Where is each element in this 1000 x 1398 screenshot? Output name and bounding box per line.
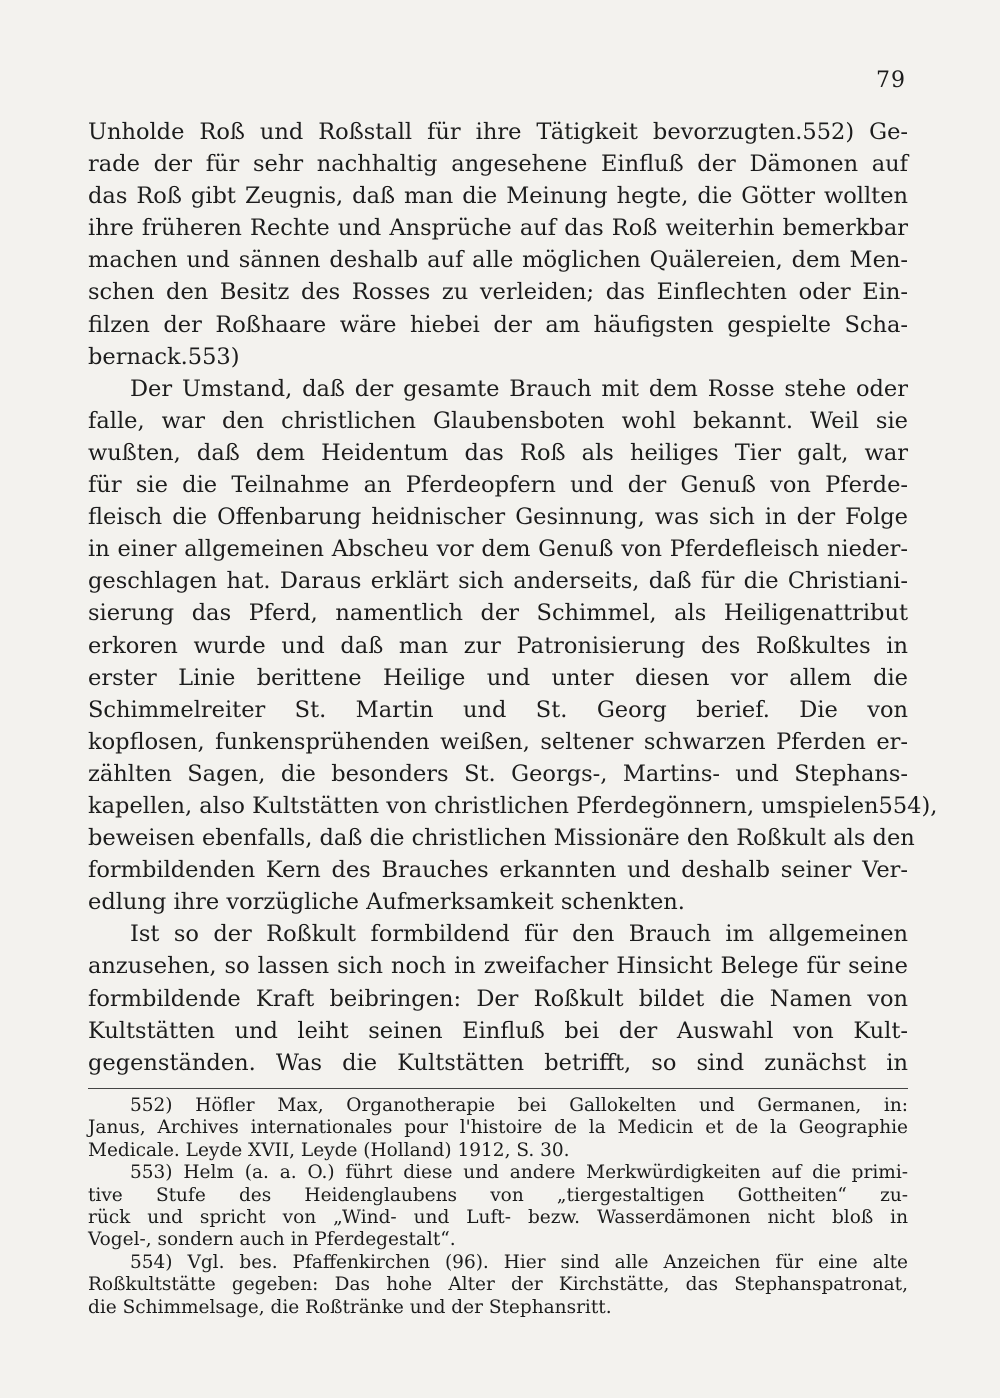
body-text <box>88 116 938 1079</box>
body-line: formbildenden Kern des Brauches erkannten und deshalb seiner Ver- <box>88 857 908 884</box>
body-line: sierung das Pferd, namentlich der Schimmel, als Heiligenattribut <box>88 600 908 627</box>
body-line: beweisen ebenfalls, daß die christlichen Missionäre den Roßkult als den <box>88 825 915 852</box>
body-line: kopflosen, funkensprühenden weißen, seltener schwarzen Pferden er- <box>88 728 908 755</box>
body-line: falle, war den christlichen Glaubensboten wohl bekannt. Weil sie <box>88 407 908 434</box>
body-line: wußten, daß dem Heidentum das Roß als heiliges Tier galt, war <box>88 439 908 466</box>
footnote-line: 553) Helm (a. a. O.) führt diese und andere Merkwürdigkeiten auf die primi- <box>130 1162 908 1184</box>
body-line: edlung ihre vorzügliche Aufmerksamkeit schenkten. <box>88 889 685 916</box>
footnote-line: Vogel-, sondern auch in Pferdegestalt“. <box>88 1229 456 1251</box>
footnote-line: 552) Höfler Max, Organotherapie bei Gallokelten und Germanen, in: <box>130 1095 908 1116</box>
body-line: das Roß gibt Zeugnis, daß man die Meinung hegte, die Götter wollten <box>88 183 908 210</box>
body-line: schen den Besitz des Rosses zu verleiden; das Einflechten oder Ein- <box>88 279 908 306</box>
page-number: 79 <box>876 68 906 93</box>
body-line: erster Linie berittene Heilige und unter diesen vor allem die <box>88 664 908 691</box>
body-line: Kultstätten und leiht seinen Einfluß bei der Auswahl von Kult- <box>88 1017 908 1044</box>
body-line: Ist so der Roßkult formbildend für den Brauch im allgemeinen <box>130 921 908 948</box>
body-line: in einer allgemeinen Abscheu vor dem Genuß von Pferdefleisch nieder- <box>88 536 908 563</box>
footnote-line: Roßkultstätte gegeben: Das hohe Alter der Kirchstätte, das Stephanspatronat, <box>88 1274 908 1296</box>
body-line: kapellen, also Kultstätten von christlichen Pferdegönnern, umspielen554), <box>88 792 938 819</box>
body-line: zählten Sagen, die besonders St. Georgs-, Martins- und Stephans- <box>88 760 908 787</box>
body-line: erkoren wurde und daß man zur Patronisierung des Roßkultes in <box>88 632 908 659</box>
body-line: Unholde Roß und Roßstall für ihre Tätigkeit bevorzugten.552) Ge- <box>88 119 908 145</box>
footnote-line: 554) Vgl. bes. Pfaffenkirchen (96). Hier sind alle Anzeichen für eine alte <box>130 1251 908 1273</box>
footnote-line: die Schimmelsage, die Roßtränke und der Stephansritt. <box>88 1296 612 1318</box>
body-line: rade der für sehr nachhaltig angesehene Einfluß der Dämonen auf <box>88 151 908 178</box>
body-line: filzen der Roßhaare wäre hiebei der am häufigsten gespielte Scha- <box>88 311 908 338</box>
body-line: bernack.553) <box>88 343 240 370</box>
body-line: für sie die Teilnahme an Pferdeopfern und der Genuß von Pferde- <box>88 472 908 499</box>
footnote-line: rück und spricht von „Wind- und Luft- bezw. Wasserdämonen nicht bloß in <box>88 1207 908 1229</box>
body-line: ihre früheren Rechte und Ansprüche auf das Roß weiterhin bemerkbar <box>88 215 908 242</box>
body-line: anzusehen, so lassen sich noch in zweifacher Hinsicht Belege für seine <box>88 953 908 980</box>
body-line: geschlagen hat. Daraus erklärt sich anderseits, daß für die Christiani- <box>88 568 908 595</box>
body-line: Schimmelreiter St. Martin und St. Georg berief. Die von <box>88 696 908 723</box>
body-line: formbildende Kraft beibringen: Der Roßkult bildet die Namen von <box>88 985 908 1012</box>
body-line: Der Umstand, daß der gesamte Brauch mit dem Rosse stehe oder <box>130 375 908 402</box>
footnote-line: Janus, Archives internationales pour l'histoire de la Medicin et de la Geographie <box>88 1117 908 1139</box>
footnote-line: tive Stufe des Heidenglaubens von „tiergestaltigen Gottheiten“ zu- <box>88 1184 908 1206</box>
body-line: fleisch die Offenbarung heidnischer Gesinnung, was sich in der Folge <box>88 504 908 531</box>
body-line: machen und sännen deshalb auf alle möglichen Quälereien, dem Men- <box>88 247 908 274</box>
footnotes <box>88 1088 908 1319</box>
body-line: gegenständen. Was die Kultstätten betrifft, so sind zunächst in <box>88 1049 908 1076</box>
footnote-line: Medicale. Leyde XVII, Leyde (Holland) 1912, S. 30. <box>88 1139 570 1161</box>
